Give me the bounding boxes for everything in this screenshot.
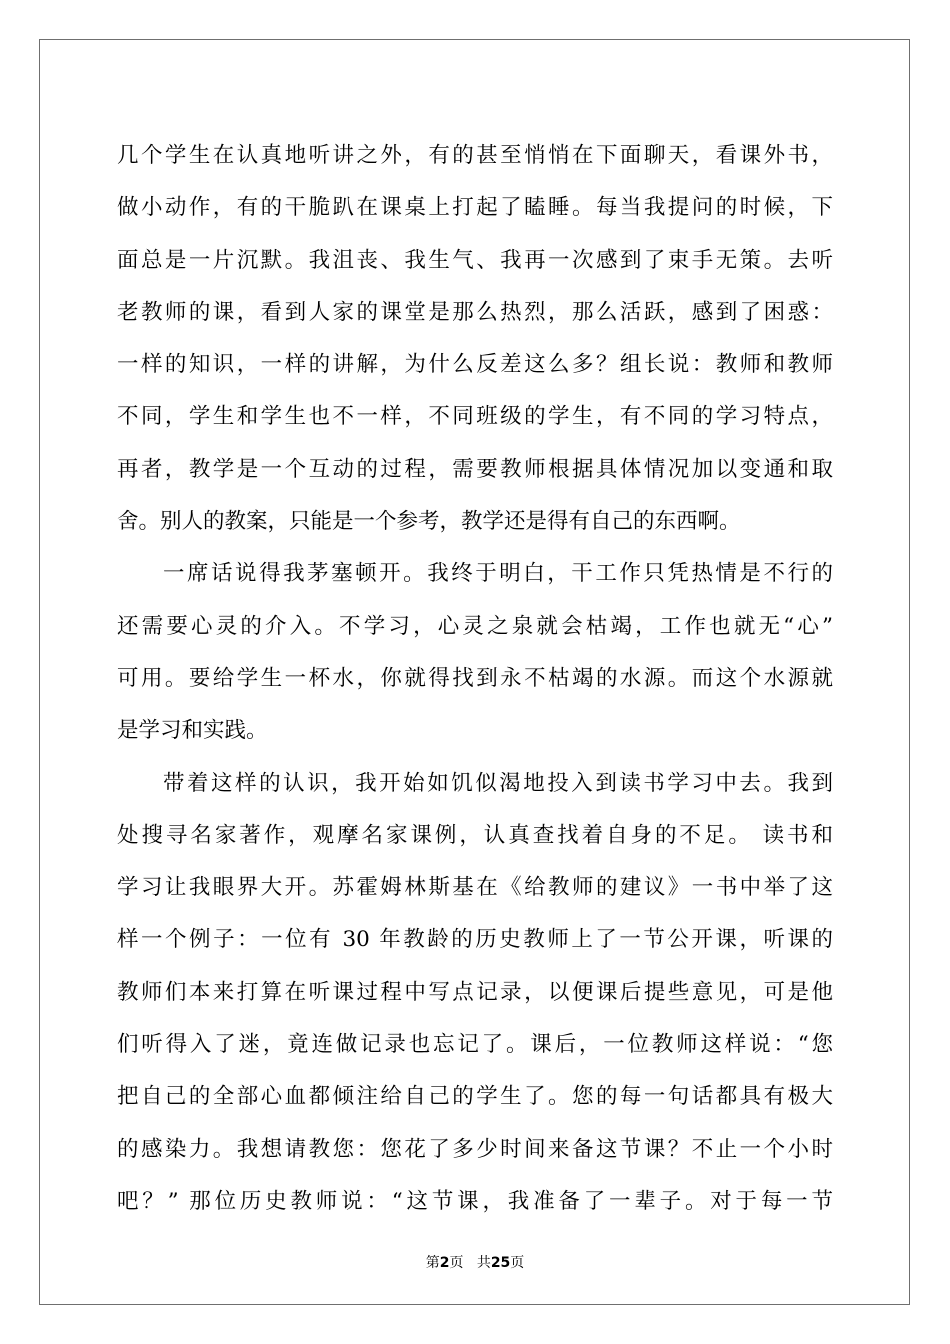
- text-line: 不同，学生和学生也不一样，不同班级的学生，有不同的学习特点，: [117, 404, 833, 430]
- total-suffix: 页: [510, 1255, 525, 1271]
- text-line: 一样的知识，一样的讲解，为什么反差这么多？组长说：教师和教师: [117, 352, 833, 378]
- text-line: 做小动作，有的干脆趴在课桌上打起了瞌睡。每当我提问的时候，下: [117, 195, 833, 221]
- document-body: [117, 130, 833, 1228]
- paragraph-first-line: 带着这样的认识，我开始如饥似渴地投入到读书学习中去。我到: [163, 770, 833, 796]
- paragraph-first-line: 一席话说得我茅塞顿开。我终于明白，干工作只凭热情是不行的: [163, 561, 833, 587]
- text-line: 是学习和实践。: [117, 718, 268, 744]
- text-line: 吧？” 那位历史教师说：“这节课，我准备了一辈子。对于每一节: [117, 1188, 833, 1214]
- text-line: 学习让我眼界大开。苏霍姆林斯基在《给教师的建议》一书中举了这: [117, 875, 833, 901]
- total-pages: 25: [490, 1255, 511, 1271]
- text-line: 老教师的课，看到人家的课堂是那么热烈，那么活跃，感到了困惑：: [117, 299, 833, 325]
- text-line: 样一个例子：一位有 30 年教龄的历史教师上了一节公开课，听课的: [117, 927, 833, 953]
- text-line: 的感染力。我想请教您：您花了多少时间来备这节课？不止一个小时: [117, 1136, 833, 1162]
- text-line: 把自己的全部心血都倾注给自己的学生了。您的每一句话都具有极大: [117, 1084, 833, 1110]
- page-number: 2: [439, 1255, 450, 1271]
- text-line: 舍。别人的教案，只能是一个参考，教学还是得有自己的东西啊。: [117, 509, 741, 535]
- text-line: 还需要心灵的介入。不学习，心灵之泉就会枯竭，工作也就无“心”: [117, 613, 833, 639]
- text-line: 们听得入了迷，竟连做记录也忘记了。课后，一位教师这样说：“您: [117, 1032, 833, 1058]
- text-line: 面总是一片沉默。我沮丧、我生气、我再一次感到了束手无策。去听: [117, 247, 833, 273]
- text-line: 可用。要给学生一杯水，你就得找到永不枯竭的水源。而这个水源就: [117, 665, 833, 691]
- text-line: 教师们本来打算在听课过程中写点记录，以便课后提些意见，可是他: [117, 979, 833, 1005]
- text-line: 几个学生在认真地听讲之外，有的甚至悄悄在下面聊天，看课外书，: [117, 143, 833, 168]
- text-line: 再者，教学是一个互动的过程，需要教师根据具体情况加以变通和取: [117, 456, 833, 482]
- total-prefix: 共: [476, 1255, 491, 1271]
- page-footer: [0, 1252, 950, 1272]
- page-prefix: 第: [425, 1255, 440, 1271]
- page-suffix: 页: [449, 1255, 464, 1271]
- text-line: 处搜寻名家著作，观摩名家课例，认真查找着自身的不足。 读书和: [117, 822, 833, 848]
